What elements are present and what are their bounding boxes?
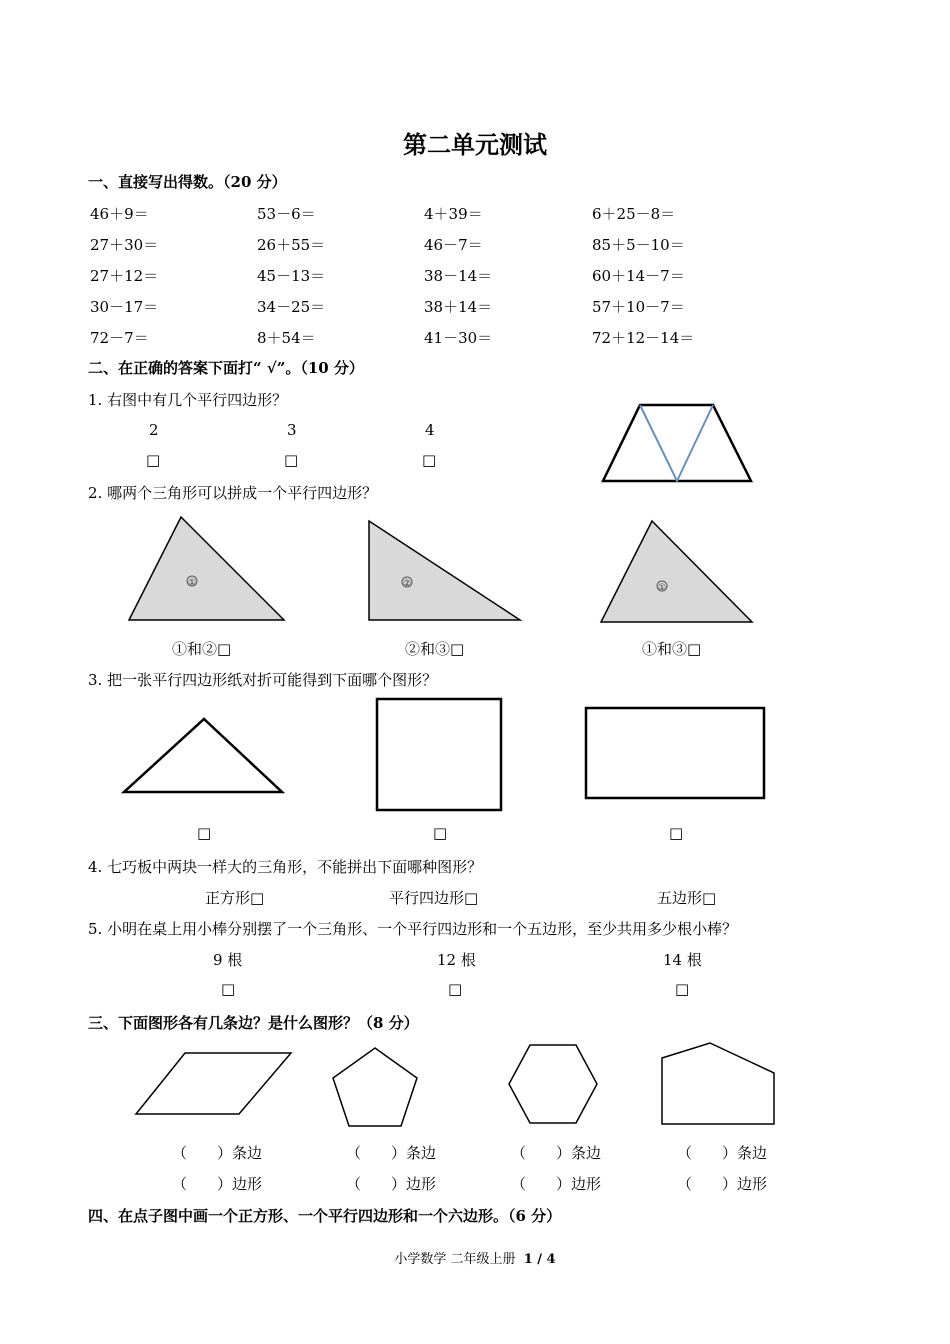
page-footer	[0, 1248, 950, 1267]
q3-checkbox[interactable]: □	[433, 824, 448, 842]
arithmetic-item: 27＋12＝	[90, 267, 159, 285]
triangle-2-mark: ②	[402, 579, 412, 589]
edges-blank[interactable]: （ ）条边	[511, 1144, 602, 1162]
q4-option[interactable]: 五边形□	[657, 889, 717, 907]
arithmetic-item: 30－17＝	[90, 298, 159, 316]
q2-option[interactable]: ①和③□	[642, 640, 702, 658]
section-2-heading: 二、在正确的答案下面打“ √”。（10 分）	[88, 359, 364, 377]
arithmetic-item: 4＋39＝	[424, 205, 483, 223]
question-3: 3. 把一张平行四边形纸对折可能得到下面哪个图形？	[88, 671, 438, 689]
triangle-3-mark: ①	[657, 583, 667, 593]
q1-checkbox[interactable]: □	[146, 451, 161, 469]
q3-checkbox[interactable]: □	[669, 824, 684, 842]
shape-name-blank[interactable]: （ ）边形	[511, 1175, 602, 1193]
arithmetic-item: 38－14＝	[424, 267, 493, 285]
section-1-heading: 一、直接写出得数。（20 分）	[88, 173, 287, 191]
arithmetic-item: 6＋25－8＝	[592, 205, 676, 223]
page-title: 第二单元测试	[403, 130, 547, 159]
q3-checkbox[interactable]: □	[197, 824, 212, 842]
page-number: 1 / 4	[523, 1252, 556, 1267]
triangle-1-figure	[126, 514, 288, 624]
triangle-2-figure	[366, 518, 524, 624]
pentagon-figure	[330, 1045, 420, 1129]
arithmetic-item: 46＋9＝	[90, 205, 149, 223]
arithmetic-item: 45－13＝	[257, 267, 326, 285]
trapezoid-figure	[600, 402, 755, 484]
q1-option-label: 4	[425, 421, 435, 439]
triangle-1-mark: ①	[187, 578, 197, 588]
triangle-option-figure	[121, 716, 286, 796]
section-3-heading: 三、下面图形各有几条边？是什么图形？（8 分）	[88, 1014, 419, 1032]
arithmetic-item: 41－30＝	[424, 329, 493, 347]
footer-text: 小学数学 二年级上册	[394, 1252, 516, 1267]
q1-checkbox[interactable]: □	[422, 451, 437, 469]
edges-blank[interactable]: （ ）条边	[677, 1144, 768, 1162]
question-5: 5. 小明在桌上用小棒分别摆了一个三角形、一个平行四边形和一个五边形，至少共用多少根小棒？	[88, 920, 738, 938]
q5-checkbox[interactable]: □	[675, 980, 690, 998]
square-option-figure	[375, 697, 505, 813]
question-2: 2. 哪两个三角形可以拼成一个平行四边形？	[88, 484, 378, 502]
arithmetic-item: 27＋30＝	[90, 236, 159, 254]
arithmetic-item: 8＋54＝	[257, 329, 316, 347]
q5-option-label: 12 根	[437, 951, 476, 969]
arithmetic-item: 57＋10－7＝	[592, 298, 685, 316]
q4-option[interactable]: 平行四边形□	[389, 889, 479, 907]
hexagon-figure	[506, 1042, 600, 1126]
arithmetic-item: 46－7＝	[424, 236, 483, 254]
parallelogram-figure	[133, 1050, 295, 1117]
shape-name-blank[interactable]: （ ）边形	[346, 1175, 437, 1193]
arithmetic-item: 72－7＝	[90, 329, 149, 347]
q5-checkbox[interactable]: □	[448, 980, 463, 998]
triangle-3-figure	[598, 518, 756, 626]
q5-option-label: 9 根	[213, 951, 243, 969]
shape-name-blank[interactable]: （ ）边形	[677, 1175, 768, 1193]
arithmetic-item: 38＋14＝	[424, 298, 493, 316]
edges-blank[interactable]: （ ）条边	[172, 1144, 263, 1162]
question-1: 1. 右图中有几个平行四边形？	[88, 391, 288, 409]
question-4: 4. 七巧板中两块一样大的三角形，不能拼出下面哪种图形？	[88, 858, 483, 876]
arithmetic-item: 34－25＝	[257, 298, 326, 316]
arithmetic-item: 53－6＝	[257, 205, 316, 223]
rectangle-option-figure	[584, 706, 768, 802]
q5-checkbox[interactable]: □	[221, 980, 236, 998]
arithmetic-item: 26＋55＝	[257, 236, 326, 254]
arithmetic-item: 60＋14－7＝	[592, 267, 685, 285]
q1-option-label: 3	[287, 421, 297, 439]
house-pentagon-figure	[659, 1040, 779, 1127]
shape-name-blank[interactable]: （ ）边形	[172, 1175, 263, 1193]
q2-option[interactable]: ①和②□	[172, 640, 232, 658]
arithmetic-item: 72＋12－14＝	[592, 329, 695, 347]
q1-option-label: 2	[149, 421, 159, 439]
q1-checkbox[interactable]: □	[284, 451, 299, 469]
arithmetic-item: 85＋5－10＝	[592, 236, 685, 254]
section-4-heading: 四、在点子图中画一个正方形、一个平行四边形和一个六边形。（6 分）	[88, 1207, 562, 1225]
q2-option[interactable]: ②和③□	[405, 640, 465, 658]
q4-option[interactable]: 正方形□	[205, 889, 265, 907]
edges-blank[interactable]: （ ）条边	[346, 1144, 437, 1162]
q5-option-label: 14 根	[663, 951, 702, 969]
